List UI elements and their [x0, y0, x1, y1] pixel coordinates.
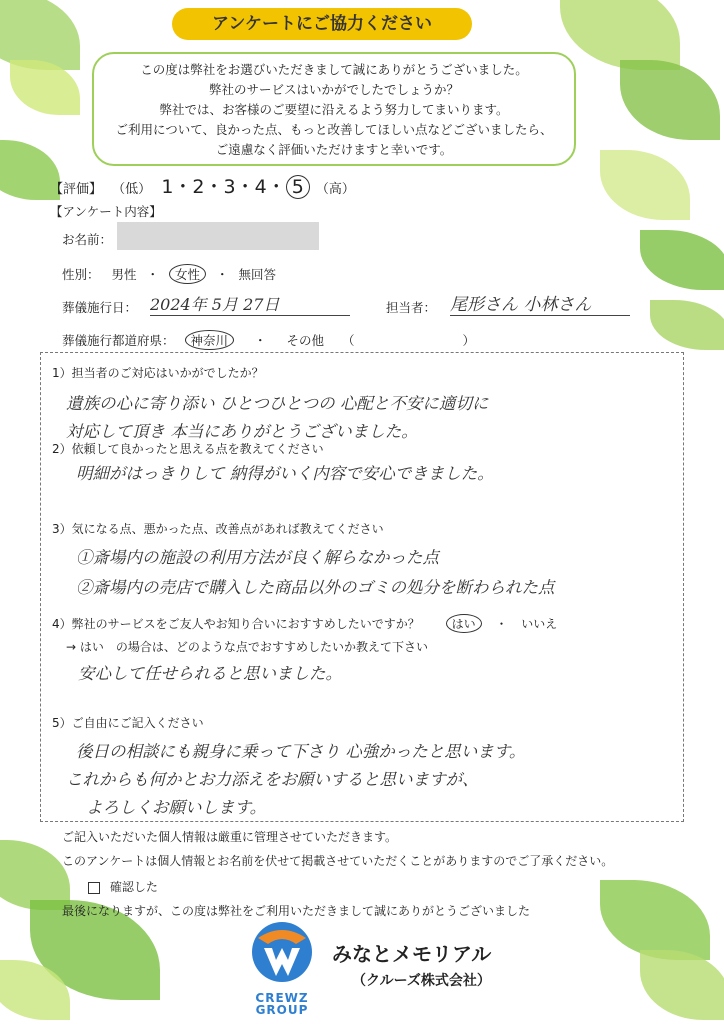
crewz-logo-text: CREWZ	[255, 991, 309, 1005]
intro-line: 弊社では、お客様のご要望に沿えるよう努力してまいります。	[159, 102, 509, 117]
q5-answer-line[interactable]: これからも何かとお力添えをお願いすると思いますが、	[66, 770, 479, 789]
leaf-decoration	[640, 950, 724, 1020]
funeral-date-value[interactable]: 2024年 5月 27日	[150, 292, 350, 316]
rating-high: （高）	[315, 182, 355, 197]
prefecture-open-paren: （	[342, 333, 355, 348]
prefecture-close-paren: ）	[462, 333, 475, 348]
staff-label: 担当者：	[386, 300, 437, 315]
q1-question: 1）担当者のご対応はいかがでしたか？	[52, 366, 264, 380]
gender-row: 性別： 男性 ・ 女性 ・ 無回答	[62, 264, 276, 284]
q5-answer-line[interactable]: よろしくお願いします。	[86, 798, 267, 817]
gender-label: 性別：	[62, 267, 100, 282]
thanks-note: 最後になりますが、この度は弊社をご利用いただきまして誠にありがとうございました	[62, 904, 531, 918]
gender-option[interactable]: 男性	[111, 267, 137, 282]
rating-option[interactable]: 1	[161, 176, 174, 198]
leaf-decoration	[600, 150, 690, 220]
leaf-decoration	[620, 60, 720, 140]
q4-question: 4）弊社のサービスをご友人やお知り合いにおすすめしたいですか？	[52, 617, 420, 631]
rating-label: 【評価】	[50, 182, 103, 197]
q5-answer-line[interactable]: 後日の相談にも親身に乗って下さり 心強かったと思います。	[76, 742, 526, 761]
leaf-decoration	[600, 880, 710, 960]
confirm-label: 確認した	[109, 880, 158, 894]
name-redaction	[117, 222, 319, 250]
q4-no[interactable]: いいえ	[521, 617, 558, 631]
gender-option-selected[interactable]: 女性	[169, 264, 206, 284]
rating-row: 【評価】 （低） 1・2・3・4・ 5 （高）	[50, 176, 355, 198]
rating-selected[interactable]: 5	[286, 175, 310, 199]
q2-question: 2）依頼して良かったと思える点を教えてください	[52, 442, 324, 456]
crewz-logo	[244, 918, 320, 1017]
brand-name: みなとメモリアル	[332, 942, 492, 966]
q4-row: 4）弊社のサービスをご友人やお知り合いにおすすめしたいですか？ はい ・ いいえ	[52, 614, 557, 633]
brand-company: （クルーズ株式会社）	[352, 973, 491, 989]
intro-line: ご遠慮なく評価いただけますと幸いです。	[215, 142, 453, 157]
confirm-row	[88, 878, 158, 895]
q4-answer[interactable]: 安心して任せられると思いました。	[78, 664, 342, 683]
prefecture-row: 葬儀施行都道府県： 神奈川 ・ その他 （ ）	[62, 330, 475, 350]
q3-question: 3）気になる点、悪かった点、改善点があれば教えてください	[52, 522, 384, 536]
intro-line: この度は弊社をお選びいただきまして誠にありがとうございました。	[140, 62, 528, 77]
rating-low: （低）	[112, 182, 152, 197]
leaf-decoration	[650, 300, 724, 350]
q1-answer-line[interactable]: 遺族の心に寄り添い ひとつひとつの 心配と不安に適切に	[66, 394, 489, 413]
rating-option[interactable]: 3	[223, 176, 236, 198]
intro-line: ご利用について、良かった点、もっと改善してほしい点などございましたら、	[115, 122, 553, 137]
survey-section-label: 【アンケート内容】	[50, 204, 162, 219]
q4-yes-selected[interactable]: はい	[446, 614, 482, 633]
publish-note: このアンケートは個人情報とお名前を伏せて掲載させていただくことがありますのでご了承ください。	[62, 854, 614, 868]
gender-option[interactable]: 無回答	[238, 267, 277, 282]
confirm-checkbox[interactable]	[88, 882, 100, 894]
intro-message	[92, 52, 576, 166]
q5-question: 5）ご自由にご記入ください	[52, 716, 204, 730]
prefecture-label: 葬儀施行都道府県：	[62, 333, 175, 348]
q3-answer-line[interactable]: ①斎場内の施設の利用方法が良く解らなかった点	[76, 548, 439, 567]
q2-answer[interactable]: 明細がはっきりして 納得がいく内容で安心できました。	[76, 464, 494, 483]
prefecture-other[interactable]: その他	[286, 333, 325, 348]
survey-title: アンケートにご協力ください	[172, 8, 472, 40]
rating-option[interactable]: 4	[254, 176, 267, 198]
name-label: お名前：	[62, 232, 113, 247]
prefecture-selected[interactable]: 神奈川	[185, 330, 235, 350]
staff-value[interactable]: 尾形さん 小林さん	[450, 290, 630, 316]
privacy-note: ご記入いただいた個人情報は厳重に管理させていただきます。	[62, 830, 398, 844]
q1-answer-line[interactable]: 対応して頂き 本当にありがとうございました。	[66, 422, 418, 441]
crewz-logo-mark	[244, 918, 320, 988]
leaf-decoration	[640, 230, 724, 290]
crewz-logo-text: GROUP	[255, 1003, 309, 1017]
rating-option[interactable]: 2	[192, 176, 205, 198]
q3-answer-line[interactable]: ②斎場内の売店で購入した商品以外のゴミの処分を断わられた点	[76, 578, 555, 597]
intro-line: 弊社のサービスはいかがでしたでしょうか？	[208, 82, 459, 97]
q4-followup: → はい の場合は、どのような点でおすすめしたいか教えて下さい	[66, 640, 428, 654]
funeral-date-label: 葬儀施行日：	[62, 300, 138, 315]
